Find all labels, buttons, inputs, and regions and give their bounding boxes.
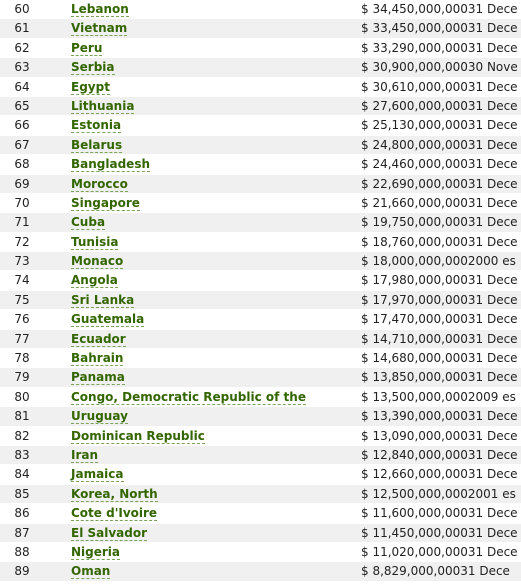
- rank-cell: 75: [14, 292, 30, 307]
- country-link[interactable]: Dominican Republic: [71, 428, 205, 443]
- rank-cell: 89: [14, 564, 30, 579]
- country-link[interactable]: Estonia: [71, 118, 122, 133]
- value-cell: $ 12,660,000,00031 Dece: [361, 467, 518, 482]
- rank-cell: 87: [14, 525, 30, 540]
- country-link[interactable]: Serbia: [71, 60, 115, 75]
- table-row: [0, 271, 521, 290]
- rank-cell: 80: [14, 389, 30, 404]
- table-row: [0, 252, 521, 271]
- value-cell: $ 13,090,000,00031 Dece: [361, 428, 518, 443]
- country-link[interactable]: Cote d'Ivoire: [71, 506, 158, 521]
- table-row: [0, 349, 521, 368]
- rank-cell: 71: [14, 215, 30, 230]
- table-row: [0, 446, 521, 465]
- value-cell: $ 18,760,000,00031 Dece: [361, 234, 518, 249]
- rank-cell: 74: [14, 273, 30, 288]
- country-link[interactable]: Egypt: [71, 79, 110, 94]
- rank-cell: 83: [14, 447, 30, 462]
- table-row: [0, 116, 521, 135]
- country-link[interactable]: Vietnam: [71, 21, 128, 36]
- country-link[interactable]: Monaco: [71, 254, 124, 269]
- rank-cell: 70: [14, 195, 30, 210]
- table-row: [0, 194, 521, 213]
- table-row: [0, 504, 521, 523]
- value-cell: $ 13,500,000,0002009 es: [361, 389, 516, 404]
- value-cell: $ 8,829,000,00031 Dece: [361, 564, 510, 579]
- value-cell: $ 12,840,000,00031 Dece: [361, 447, 518, 462]
- country-link[interactable]: Oman: [71, 564, 111, 579]
- value-cell: $ 24,800,000,00031 Dece: [361, 137, 518, 152]
- country-link[interactable]: Uruguay: [71, 409, 128, 424]
- value-cell: $ 17,980,000,00031 Dece: [361, 273, 518, 288]
- table-row: [0, 58, 521, 77]
- value-cell: $ 30,610,000,00031 Dece: [361, 79, 518, 94]
- table-row: [0, 388, 521, 407]
- rank-cell: 73: [14, 254, 30, 269]
- rank-cell: 85: [14, 486, 30, 501]
- value-cell: $ 33,450,000,00031 Dece: [361, 21, 518, 36]
- table-row: [0, 136, 521, 155]
- value-cell: $ 11,450,000,00031 Dece: [361, 525, 518, 540]
- table-row: [0, 310, 521, 329]
- value-cell: $ 27,600,000,00031 Dece: [361, 98, 518, 113]
- country-link[interactable]: Sri Lanka: [71, 292, 135, 307]
- rank-cell: 82: [14, 428, 30, 443]
- value-cell: $ 14,680,000,00031 Dece: [361, 351, 518, 366]
- value-cell: $ 12,500,000,0002001 es: [361, 486, 516, 501]
- rank-cell: 76: [14, 312, 30, 327]
- value-cell: $ 17,970,000,00031 Dece: [361, 292, 518, 307]
- value-cell: $ 19,750,000,00031 Dece: [361, 215, 518, 230]
- country-link[interactable]: Bahrain: [71, 351, 124, 366]
- table-row: [0, 0, 521, 19]
- rank-cell: 60: [14, 2, 30, 16]
- value-cell: $ 11,600,000,00031 Dece: [361, 506, 518, 521]
- rank-cell: 72: [14, 234, 30, 249]
- country-link[interactable]: Tunisia: [71, 234, 119, 249]
- country-link[interactable]: Angola: [71, 273, 118, 288]
- table-row: [0, 407, 521, 426]
- table-row: [0, 368, 521, 387]
- value-cell: $ 30,900,000,00030 Nove: [361, 60, 518, 75]
- country-link[interactable]: Bangladesh: [71, 157, 151, 172]
- country-link[interactable]: Ecuador: [71, 331, 126, 346]
- table-row: [0, 97, 521, 116]
- table-row: [0, 543, 521, 562]
- rank-cell: 88: [14, 544, 30, 559]
- table-row: [0, 562, 521, 581]
- rank-cell: 69: [14, 176, 30, 191]
- value-cell: $ 33,290,000,00031 Dece: [361, 40, 518, 55]
- value-cell: $ 13,390,000,00031 Dece: [361, 409, 518, 424]
- value-cell: $ 14,710,000,00031 Dece: [361, 331, 518, 346]
- rank-cell: 66: [14, 118, 30, 133]
- country-link[interactable]: Congo, Democratic Republic of the: [71, 389, 306, 404]
- country-link[interactable]: Singapore: [71, 195, 140, 210]
- table-row: [0, 213, 521, 232]
- rank-cell: 68: [14, 157, 30, 172]
- country-link[interactable]: Iran: [71, 447, 99, 462]
- table-row: [0, 39, 521, 58]
- country-link[interactable]: Lithuania: [71, 98, 135, 113]
- table-row: [0, 155, 521, 174]
- rank-cell: 86: [14, 506, 30, 521]
- value-cell: $ 17,470,000,00031 Dece: [361, 312, 518, 327]
- value-cell: $ 22,690,000,00031 Dece: [361, 176, 518, 191]
- table-row: [0, 19, 521, 38]
- value-cell: $ 24,460,000,00031 Dece: [361, 157, 518, 172]
- rank-cell: 67: [14, 137, 30, 152]
- value-cell: $ 21,660,000,00031 Dece: [361, 195, 518, 210]
- rank-cell: 64: [14, 79, 30, 94]
- table-row: [0, 465, 521, 484]
- value-cell: $ 25,130,000,00031 Dece: [361, 118, 518, 133]
- rank-cell: 62: [14, 40, 30, 55]
- country-link[interactable]: Morocco: [71, 176, 128, 191]
- value-cell: $ 11,020,000,00031 Dece: [361, 544, 518, 559]
- country-link[interactable]: Jamaica: [71, 467, 124, 482]
- country-link[interactable]: Lebanon: [71, 2, 129, 16]
- country-link[interactable]: Belarus: [71, 137, 123, 152]
- rank-cell: 79: [14, 370, 30, 385]
- country-link[interactable]: El Salvador: [71, 525, 148, 540]
- value-cell: $ 18,000,000,0002000 es: [361, 254, 516, 269]
- value-cell: $ 34,450,000,00031 Dece: [361, 2, 518, 16]
- table-row: [0, 485, 521, 504]
- table-row: [0, 175, 521, 194]
- table-row: [0, 291, 521, 310]
- rank-cell: 77: [14, 331, 30, 346]
- country-link[interactable]: Korea, North: [71, 486, 158, 501]
- rank-cell: 61: [14, 21, 30, 36]
- table-row: [0, 330, 521, 349]
- rank-cell: 65: [14, 98, 30, 113]
- table-row: [0, 78, 521, 97]
- table-row: [0, 524, 521, 543]
- rank-cell: 84: [14, 467, 30, 482]
- table-row: [0, 427, 521, 446]
- country-link[interactable]: Panama: [71, 370, 125, 385]
- rank-cell: 63: [14, 60, 30, 75]
- table-row: [0, 233, 521, 252]
- rank-cell: 81: [14, 409, 30, 424]
- country-link[interactable]: Nigeria: [71, 544, 121, 559]
- country-link[interactable]: Peru: [71, 40, 103, 55]
- country-link[interactable]: Cuba: [71, 215, 106, 230]
- rank-cell: 78: [14, 351, 30, 366]
- value-cell: $ 13,850,000,00031 Dece: [361, 370, 518, 385]
- country-link[interactable]: Guatemala: [71, 312, 145, 327]
